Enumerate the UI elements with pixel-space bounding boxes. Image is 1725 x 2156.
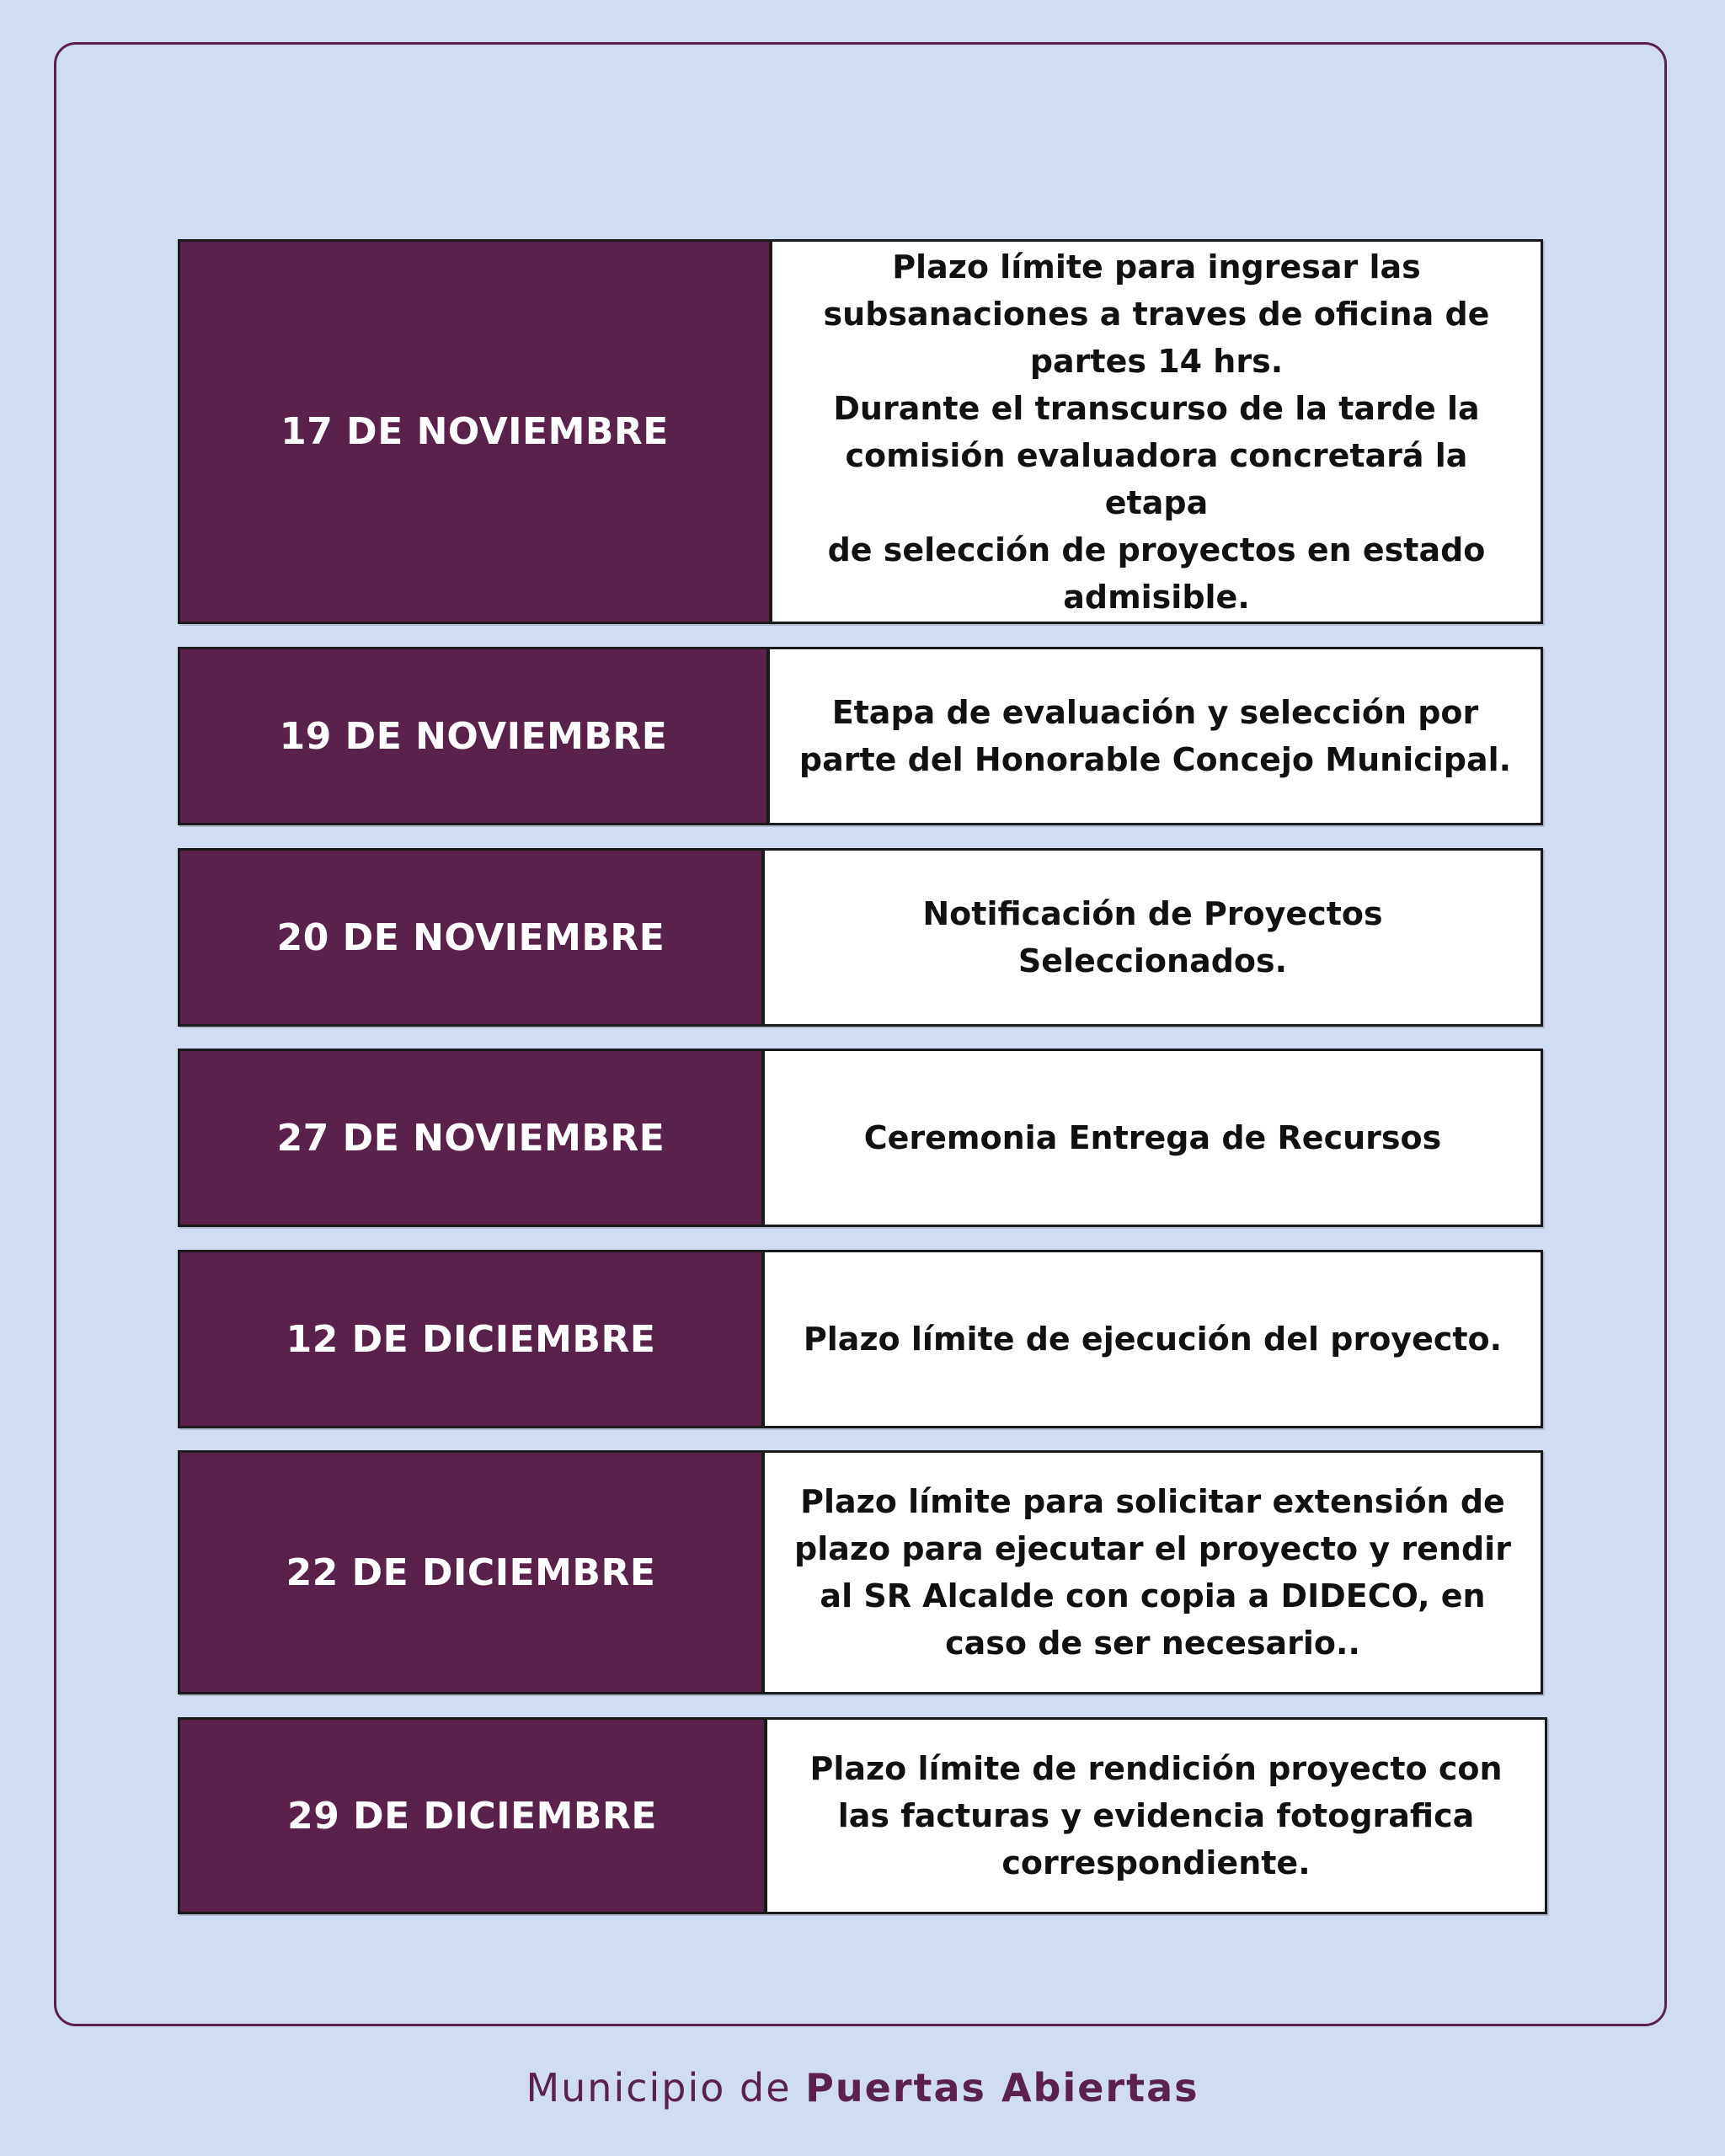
schedule-row (178, 239, 1543, 624)
schedule-row (178, 647, 1543, 825)
schedule-date: 27 DE NOVIEMBRE (180, 1051, 765, 1225)
schedule-row (178, 848, 1543, 1027)
schedule-date: 22 DE DICIEMBRE (180, 1453, 765, 1692)
schedule-description: Plazo límite de rendición proyecto con las facturas y evidencia fotografica correspondiente. (809, 1750, 1503, 1881)
schedule-row (178, 1717, 1547, 1914)
schedule-description: Plazo límite para solicitar extensión de plazo para ejecutar el proyecto y rendir al SR Alcalde con copia a DIDECO, en caso de ser necesario.. (794, 1483, 1511, 1662)
schedule-description: Ceremonia Entrega de Recursos (863, 1119, 1442, 1156)
schedule-date: 12 DE DICIEMBRE (180, 1252, 765, 1426)
schedule-description: Plazo límite para ingresar las subsanaciones a traves de oficina de partes 14 hrs. Durante el transcurso de la tarde la comisión evaluadora concretará la etapa de selección de proyectos en estado admisible. (823, 248, 1490, 616)
schedule-date: 19 DE NOVIEMBRE (180, 649, 770, 823)
schedule-date: 17 DE NOVIEMBRE (180, 242, 772, 622)
schedule-date: 20 DE NOVIEMBRE (180, 851, 765, 1024)
schedule-row (178, 1250, 1543, 1428)
footer-prefix: Municipio de (526, 2065, 806, 2111)
footer-brand-name: Puertas Abiertas (805, 2065, 1199, 2111)
schedule-description: Etapa de evaluación y selección por parte del Honorable Concejo Municipal. (798, 694, 1512, 778)
footer-brand (0, 2065, 1725, 2111)
schedule-date: 29 DE DICIEMBRE (180, 1720, 767, 1912)
schedule-description: Notificación de Proyectos Seleccionados. (922, 895, 1383, 979)
schedule-description: Plazo límite de ejecución del proyecto. (803, 1321, 1503, 1358)
schedule-row (178, 1450, 1543, 1694)
schedule-row (178, 1049, 1543, 1227)
